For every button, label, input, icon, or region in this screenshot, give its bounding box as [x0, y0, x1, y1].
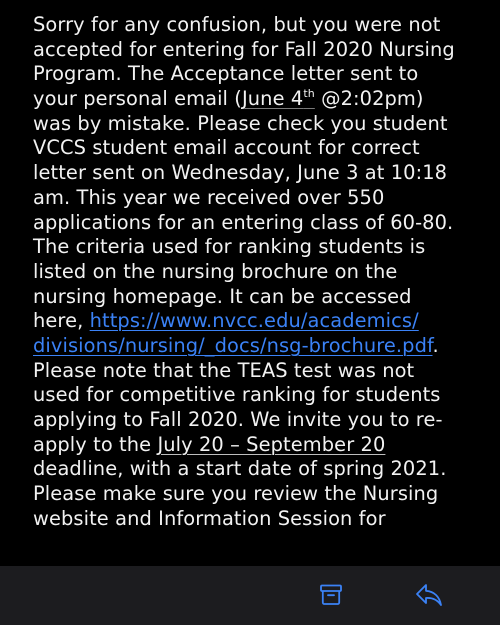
email-text: apply to the	[33, 432, 158, 456]
date-suffix: th	[303, 86, 315, 100]
email-line: letter sent on Wednesday, June 3 at 10:18	[33, 161, 448, 185]
email-line: accepted for entering for Fall 2020 Nursing	[33, 37, 455, 61]
email-line: listed on the nursing brochure on the	[33, 259, 398, 283]
email-line: was by mistake. Please check you student	[33, 111, 448, 135]
brochure-link-continued[interactable]: divisions/nursing/_docs/nsg-brochure.pdf	[33, 333, 433, 357]
email-text: your personal email (	[33, 87, 242, 111]
email-line: website and Information Session for	[33, 506, 386, 530]
email-line: used for competitive ranking for students	[33, 383, 441, 407]
email-line: VCCS student email account for correct	[33, 136, 420, 160]
email-line: Sorry for any confusion, but you were not	[33, 13, 441, 36]
email-line: The criteria used for ranking students is	[33, 235, 426, 259]
brochure-link[interactable]: https://www.nvcc.edu/academics/	[89, 309, 419, 333]
email-line	[33, 87, 473, 112]
email-line: applying to Fall 2020. We invite you to re-	[33, 408, 443, 431]
email-line: Program. The Acceptance letter sent to	[33, 62, 419, 86]
email-line: nursing homepage. It can be accessed	[33, 284, 412, 308]
email-line: Please make sure you review the Nursing	[33, 482, 439, 506]
bottom-toolbar	[0, 566, 500, 625]
reply-button[interactable]	[414, 580, 444, 610]
email-line: deadline, with a start date of spring 2021.	[33, 457, 447, 481]
email-line	[33, 309, 473, 334]
email-line	[33, 433, 473, 458]
date-detected-link[interactable]	[242, 87, 315, 110]
date-range-detected-link[interactable]: July 20 – September 20	[157, 432, 386, 456]
date-text: June 4	[241, 87, 304, 111]
email-text: @2:02pm)	[314, 87, 424, 111]
archive-box-icon	[318, 582, 344, 608]
email-text: here,	[33, 309, 90, 333]
email-text: .	[432, 333, 439, 357]
email-line: applications for an entering class of 60-80.	[33, 210, 454, 234]
reply-arrow-icon	[414, 580, 444, 610]
email-line: am. This year we received over 550	[33, 185, 385, 209]
email-line	[33, 334, 473, 359]
archive-button[interactable]	[316, 580, 346, 610]
email-body	[33, 13, 473, 530]
email-line: Please note that the TEAS test was not	[33, 358, 415, 382]
